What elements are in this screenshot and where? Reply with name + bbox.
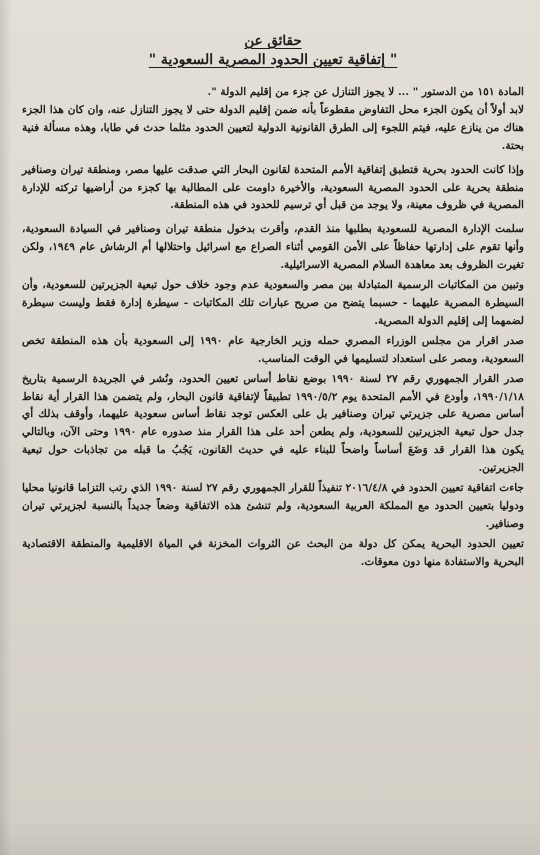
paragraph-8: تعيين الحدود البحرية يمكن كل دولة من البحث عن الثروات المخزنة في المياة الاقليمية والمنطقة الاقتصادية البحرية والاستفادة منها دون معوقات. — [22, 537, 524, 568]
page-shadow-left — [0, 0, 12, 855]
paragraph-3: سلمت الإدارة المصرية للسعودية بطلبها منذ القدم، وأقرت بدخول منطقة تيران وصنافير في السيادة السعودية، وأنها تقوم على إدارتها حفاظاً على الأمن القومي أثناء الصراع مع اسرائيل واحتلالها أم الرشاش عام ١٩٤٩، ولكن تغيرت الظروف بعد معاهدة السلام المصرية الاسرائيلية. — [22, 223, 524, 272]
paragraph-1: لابد أولاً أن يكون الجزء محل التفاوض مقطوعاً بأنه ضمن إقليم الدولة حتى لا يجوز التنازل عنه، وان كان هذا الجزء هناك من ينازع عليه، فيتم اللجوء إلى الطرق القانونية الدولية لتعيين الحدود مثلما حدث في طابا، وهذه مسألة فنية بحتة. — [22, 103, 524, 152]
paragraph-6: صدر القرار الجمهوري رقم ٢٧ لسنة ١٩٩٠ بوضع نقاط أساس تعيين الحدود، ونُشر في الجريدة الرسمية بتاريخ ١٩٩٠/١/١٨، وأودع في الأمم المتحدة يوم ١٩٩٠/٥/٢ تطبيقاً لإتفاقية قانون البحار، ولم يتضمن هذا القرار أية نقاط أساس مصرية على جزيرتي تيران وصنافير بل على العكس توجد نقاط أساس سعودية عليهما، وأوقف بذلك أي جدل حول تبعية الجزيرتين للسعودية، ولم يطعن أحد على هذا القرار منذ صدوره عام ١٩٩٠ وحتى الآن، وبالتالي يكون هذا القرار قد وَضَعَ أساساً واضحاً للبناء عليه في حديث القانون، يَجُبُ ما قبله من تجاذبات حول تبعية الجزيرتين. — [22, 372, 524, 475]
paragraph-5: صدر اقرار من مجلس الوزراء المصري حمله وزير الخارجية عام ١٩٩٠ إلى السعودية بأن هذه المنطقة تخص السعودية، ومصر على استعداد لتسليمها في الوقت المناسب. — [22, 334, 525, 365]
paragraph-7: جاءت اتفاقية تعيين الحدود في ٢٠١٦/٤/٨ تنفيذاً للقرار الجمهوري رقم ٢٧ لسنة ١٩٩٠ الذي رتب التزاما قانونيا محليا ودوليا بتعيين الحدود مع المملكة العربية السعودية، ولم تنشئ هذه الاتفاقية وضعاً جديداً بالنسبة لجزيرتي تيران وصنافير. — [22, 482, 524, 530]
document-title — [22, 32, 524, 70]
title-line-2: " إتفاقية تعيين الحدود المصرية السعودية " — [148, 52, 398, 68]
document-body — [22, 84, 524, 572]
title-line-1: حقائق عن — [244, 33, 302, 49]
page-shadow-bottom — [0, 815, 540, 855]
paragraph-4: وتبين من المكاتبات الرسمية المتبادلة بين مصر والسعودية عدم وجود خلاف حول تبعية الجزيرتين للسعودية، وأن السيطرة المصرية عليهما - حسبما يتضح من صريح عبارات تلك المكاتبات - سيطرة إدارة فقط وليست سيطرة لضمهما إلى إقليم الدولة المصرية. — [22, 279, 524, 327]
paragraph-2: وإذا كانت الحدود بحرية فتطبق إتفاقية الأمم المتحدة لقانون البحار التي صدقت عليها مصر، ومنطقة تيران وصنافير منطقة بحرية على الحدود المصرية السعودية، والأخيرة داومت على المطالبة بها كجزء من أراضيها تركته للإدارة المصرية في ظروف معينة، ولا يوجد من قبل أي ترسيم للحدود في هذه المنطقة. — [22, 163, 524, 212]
article-151-paragraph: المادة ١٥١ من الدستور " ... لا يجوز التنازل عن جزء من إقليم الدولة ". — [207, 86, 524, 98]
